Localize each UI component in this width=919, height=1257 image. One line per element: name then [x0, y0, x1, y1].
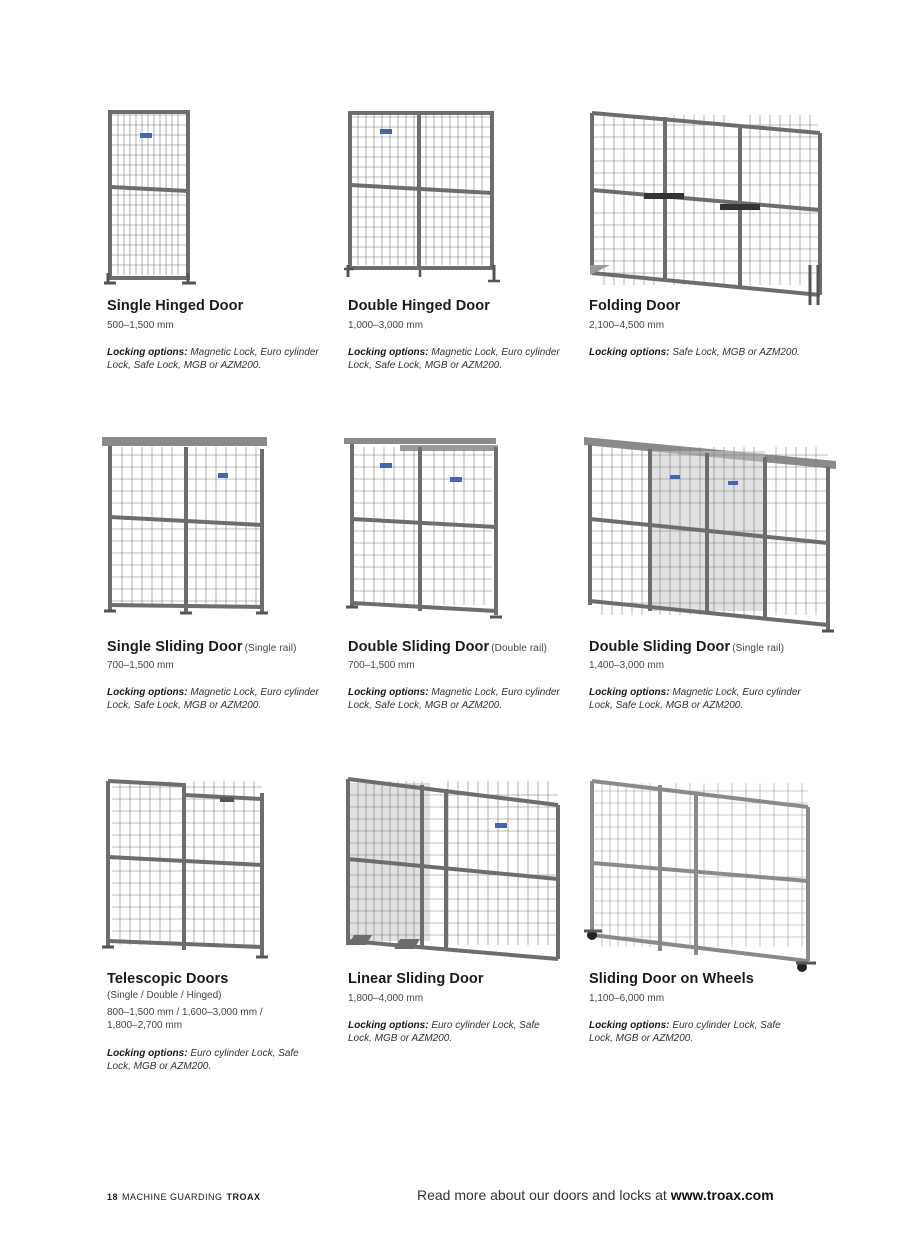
door-size: 2,100–4,500 mm — [589, 320, 665, 331]
door-title: Single Sliding Door (Single rail) — [107, 639, 297, 655]
double-hinged-door-illustration — [340, 105, 505, 285]
locking-options: Locking options: Euro cylinder Lock, Safe Lock, MGB or AZM200. — [348, 1020, 540, 1044]
page-number: 18 — [107, 1192, 119, 1202]
locking-options: Locking options: Magnetic Lock, Euro cylinder Lock, Safe Lock, MGB or AZM200. — [348, 347, 560, 371]
door-title: Linear Sliding Door — [348, 971, 484, 987]
locking-options: Locking options: Euro cylinder Lock, Safe Lock, MGB or AZM200. — [589, 1020, 781, 1044]
section-name: MACHINE GUARDING — [122, 1192, 223, 1202]
door-size: 1,800–4,000 mm — [348, 993, 424, 1004]
locking-options: Locking options: Euro cylinder Lock, Safe Lock, MGB or AZM200. — [107, 1048, 299, 1072]
door-title: Double Sliding Door (Single rail) — [589, 639, 785, 655]
locking-options: Locking options: Magnetic Lock, Euro cylinder Lock, Safe Lock, MGB or AZM200. — [107, 687, 319, 711]
door-title: Double Sliding Door (Double rail) — [348, 639, 548, 655]
door-title: Double Hinged Door — [348, 298, 490, 314]
folding-door-illustration — [580, 105, 830, 310]
door-subtitle: (Single / Double / Hinged) — [107, 990, 222, 1001]
page-footer-section — [107, 1192, 261, 1202]
locking-options: Locking options: Safe Lock, MGB or AZM200. — [589, 347, 800, 358]
door-title: Telescopic Doors — [107, 971, 229, 987]
locking-options: Locking options: Magnetic Lock, Euro cylinder Lock, Safe Lock, MGB or AZM200. — [589, 687, 801, 711]
locking-options: Locking options: Magnetic Lock, Euro cylinder Lock, Safe Lock, MGB or AZM200. — [348, 687, 560, 711]
telescopic-doors-illustration — [100, 775, 275, 965]
door-size: 800–1,500 mm / 1,600–3,000 mm / 1,800–2,700 mm — [107, 1007, 263, 1031]
website-link[interactable]: www.troax.com — [670, 1187, 774, 1203]
door-size: 500–1,500 mm — [107, 320, 174, 331]
door-size: 1,000–3,000 mm — [348, 320, 424, 331]
linear-sliding-door-illustration — [340, 775, 570, 975]
door-size: 1,400–3,000 mm — [589, 660, 665, 671]
door-title: Single Hinged Door — [107, 298, 244, 314]
single-sliding-door-illustration — [100, 435, 275, 620]
door-size: 700–1,500 mm — [107, 660, 174, 671]
double-sliding-door-double-rail-illustration — [340, 435, 505, 625]
door-title: Folding Door — [589, 298, 681, 314]
read-more-text: Read more about our doors and locks at — [417, 1187, 667, 1203]
locking-options: Locking options: Magnetic Lock, Euro cylinder Lock, Safe Lock, MGB or AZM200. — [107, 347, 319, 371]
door-size: 700–1,500 mm — [348, 660, 415, 671]
door-title: Sliding Door on Wheels — [589, 971, 754, 987]
sliding-door-on-wheels-illustration — [580, 775, 825, 975]
double-sliding-door-single-rail-illustration — [580, 435, 840, 640]
single-hinged-door-illustration — [100, 105, 200, 290]
brand-name: TROAX — [226, 1192, 261, 1202]
read-more-line — [417, 1187, 774, 1203]
door-size: 1,100–6,000 mm — [589, 993, 665, 1004]
